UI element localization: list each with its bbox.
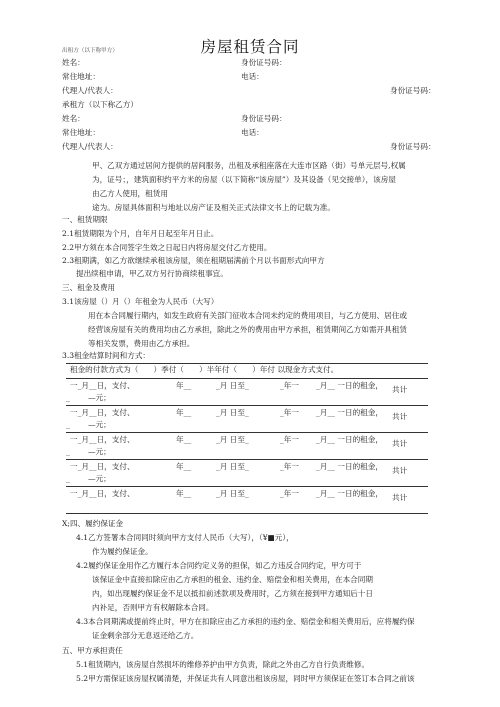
clause-line: 证金剩余部分无息返还给乙方。 — [92, 631, 199, 640]
payment-cell-e: _月__ 一日的租金， — [316, 381, 383, 390]
clause-line: 等相关发票，费用由乙方承担。 — [88, 339, 195, 348]
clause-line: 提出续租申请，甲乙双方另行协商续租事宜。 — [76, 269, 228, 278]
lessor-note: 出租方（以下称甲方） — [62, 48, 118, 54]
payment-cell-d: _年一 — [280, 381, 299, 390]
payment-cell-e: _月__ 一日的租金， — [316, 489, 383, 498]
table-rule — [66, 432, 428, 433]
payment-cell-f: 共计 — [392, 385, 408, 394]
table-rule — [66, 378, 428, 379]
blank-mark: _ — [66, 474, 70, 483]
clause-line: 5.1租赁期内，该房屋自然损坏的维修养护由甲方负责，除此之外由乙方自行负责维修。 — [76, 660, 370, 669]
table-rule — [66, 459, 428, 460]
payment-header: 租金的付款方式为（ ）季付（ ）半年付（ ）年付 以现金方式支付。 — [70, 365, 339, 374]
clause-line: 2.3租期满，如乙方欲继续承租该房屋，须在租期届满前个月以书面形式向甲方 — [62, 256, 325, 265]
payment-cell-f: 共计 — [392, 439, 408, 448]
payment-cell-b: 年__ — [176, 435, 192, 444]
section-heading: 一、租赁期限 — [62, 215, 108, 224]
payment-cell-e: _月__ 一日的租金， — [316, 462, 383, 471]
payment-cell-f: 共计 — [392, 493, 408, 502]
payment-cell-b: 年__ — [176, 462, 192, 471]
table-rule — [66, 363, 428, 364]
payment-cell-d: _年一 — [280, 408, 299, 417]
party-b-agent-label: 代理人/代表人： — [62, 142, 118, 151]
payment-cell-e: _月__ 一日的租金， — [316, 435, 383, 444]
table-rule — [66, 405, 428, 406]
clause-line: 4.2履约保证金用作乙方履行本合同约定义务的担保，如乙方违反合同约定，甲方可于 — [76, 561, 362, 570]
intro-line: 为，证号；，建筑面积约平方米的房屋（以下简称“该房屋”）及其设备（见交接单），该房屋 — [92, 175, 396, 184]
clause-line: 4.3本合同期满或提前终止时，甲方在扣除应由乙方承担的违约金、赔偿金和相关费用后，应将履约保 — [76, 617, 415, 626]
party-b-address-label: 常住地址： — [62, 128, 100, 137]
payment-cell-c: _月 日至_ — [216, 489, 249, 498]
intro-line: 途为。房屋具体面积与地址以房产证及相关正式法律文书上的记载为准。 — [92, 203, 335, 212]
contract-title: 房屋租赁合同 — [200, 38, 300, 56]
blank-mark: _ — [66, 420, 70, 429]
party-b-id-label: 身份证号码： — [241, 114, 287, 123]
payment-cell-g: —元； — [88, 393, 111, 402]
payment-cell-d: _年一 — [280, 489, 299, 498]
payment-cell-c: _月 日至_ — [216, 381, 249, 390]
payment-cell-a: 一_月__日，支付、 — [70, 489, 135, 498]
payment-cell-c: _月 日至_ — [216, 462, 249, 471]
clause-line: 经营该房屋有关的费用均由乙方承担，除此之外的费用由甲方承担，租赁期间乙方如需开具租赁 — [88, 325, 407, 334]
party-a-id-label: 身份证号码： — [241, 58, 287, 67]
clause-line: 4.1乙方签署本合同同时须向甲方支付人民币（大写），（¥■元）， — [76, 533, 294, 542]
party-b-agent-id-label: 身份证号码： — [390, 142, 436, 151]
payment-cell-a: 一_月__日，支付、 — [70, 435, 135, 444]
payment-cell-c: _月 日至_ — [216, 435, 249, 444]
clause-line: 用在本合同履行期内，如发生政府有关部门征收本合同未约定的费用项目，与乙方使用、居住或 — [88, 311, 407, 320]
clause-line: 2.2甲方须在本合同签字生效之日起日内将房屋交付乙方使用。 — [62, 243, 272, 252]
lessee-label: 承租方（以下称乙方） — [62, 100, 138, 109]
section-heading: 三、租金及费用 — [62, 283, 116, 292]
payment-cell-b: 年__ — [176, 408, 192, 417]
payment-cell-e: _月__ 一日的租金， — [316, 408, 383, 417]
clause-line: 3.1该房屋（）月（）年租金为人民币（大写） — [62, 297, 219, 306]
clause-line: 3.3租金结算时间和方式： — [62, 351, 151, 360]
section-heading: 五、甲方承担责任 — [62, 646, 123, 655]
party-b-phone-label: 电话： — [241, 128, 264, 137]
payment-cell-d: _年一 — [280, 462, 299, 471]
payment-cell-d: _年一 — [280, 435, 299, 444]
payment-cell-g: —元； — [88, 447, 111, 456]
clause-line: 2.1租赁期限为个月，自年月日起至年月日止。 — [62, 229, 219, 238]
party-a-address-label: 常住地址： — [62, 72, 100, 81]
clause-line: 作为履约保证金。 — [92, 547, 153, 556]
blank-mark: _ — [66, 447, 70, 456]
payment-cell-b: 年__ — [176, 381, 192, 390]
party-a-agent-id-label: 身份证号码： — [390, 86, 436, 95]
payment-cell-a: 一_月__日，支付、 — [70, 381, 135, 390]
clause-line: 该保证金中直接扣除应由乙方承担的租金、违约金、赔偿金和相关费用，在本合同期 — [92, 575, 373, 584]
clause-line: 内，如出现履约保证金不足以抵扣前述款项及费用时，乙方须在接到甲方通知后十日 — [92, 589, 373, 598]
intro-line: 由乙方人使用，租赁用 — [92, 189, 168, 198]
clause-line: 内补足，否则甲方有权解除本合同。 — [92, 603, 214, 612]
payment-cell-b: 年__ — [176, 489, 192, 498]
payment-cell-g: —元； — [88, 474, 111, 483]
blank-mark: _ — [66, 393, 70, 402]
party-a-agent-label: 代理人/代表人： — [62, 86, 118, 95]
clause-line: 5.2甲方需保证该房屋权属清楚，并保证共有人同意出租该房屋，同时甲方须保证在签订本合同之前该 — [76, 674, 415, 683]
payment-cell-f: 共计 — [392, 466, 408, 475]
intro-line: 甲、乙双方通过居间方提供的居间服务，出租及承租座落在大连市区路（街）号单元层号,权属 — [92, 161, 406, 170]
payment-cell-g: —元； — [88, 420, 111, 429]
section-heading: X;四、履约保证金 — [62, 519, 124, 528]
party-a-name-label: 姓名： — [62, 58, 85, 67]
payment-cell-c: _月 日至_ — [216, 408, 249, 417]
party-b-name-label: 姓名： — [62, 114, 85, 123]
payment-cell-a: 一_月__日，支付、 — [70, 462, 135, 471]
table-rule — [66, 513, 428, 514]
payment-cell-f: 共计 — [392, 412, 408, 421]
table-rule — [66, 486, 428, 487]
payment-cell-a: 一_月__日，支付、 — [70, 408, 135, 417]
party-a-phone-label: 电话： — [241, 72, 264, 81]
